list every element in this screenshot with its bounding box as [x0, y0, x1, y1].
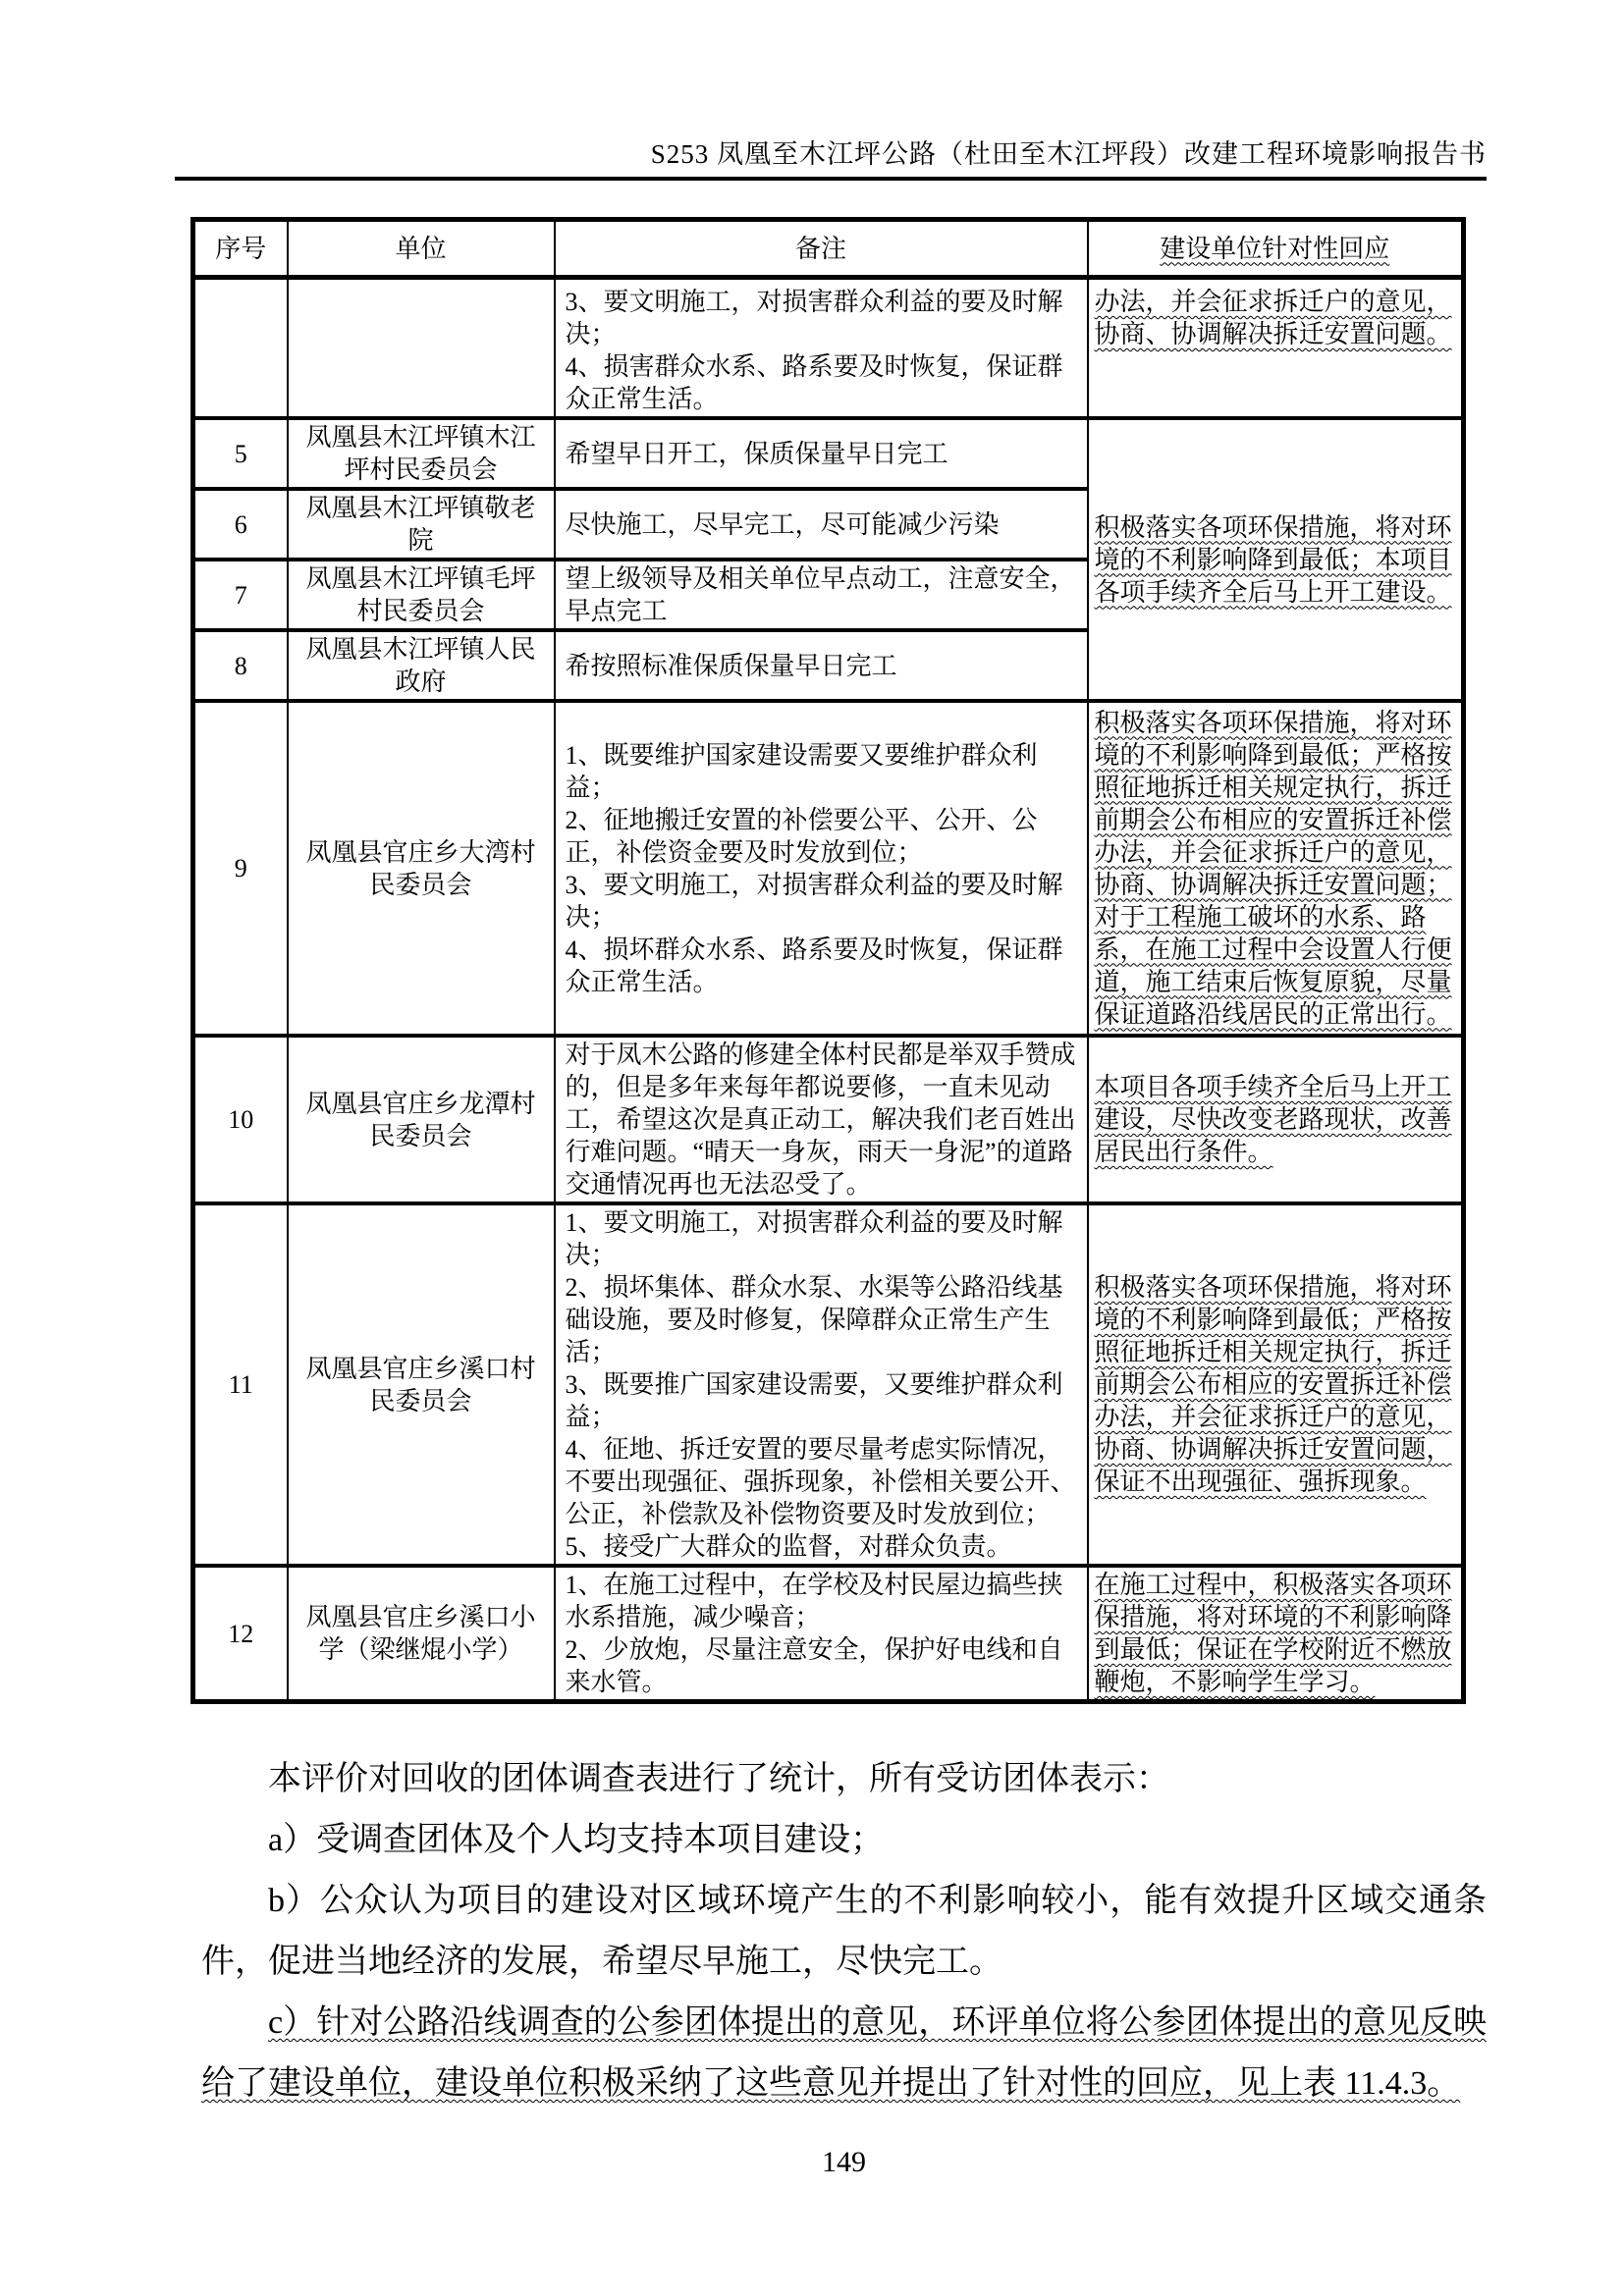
col-header-unit: 单位 — [288, 220, 555, 278]
col-header-response-label: 建设单位针对性回应 — [1160, 234, 1390, 263]
unit-cell: 凤凰县官庄乡大湾村民委员会 — [288, 701, 555, 1036]
response-text: 办法，并会征求拆迁户的意见，协商、协调解决拆迁安置问题。 — [1094, 288, 1452, 348]
body-text-block — [201, 1749, 1487, 2114]
unit-cell — [288, 278, 555, 419]
paragraph-c-text: c）针对公路沿线调查的公参团体提出的意见，环评单位将公参团体提出的意见反映给了建设单位，建设单位积极采纳了这些意见并提出了针对性的回应，见上表 11.4.3。 — [201, 2004, 1487, 2102]
response-cell — [1088, 1203, 1464, 1566]
paragraph-b: b）公众认为项目的建设对区域环境产生的不利影响较小，能有效提升区域交通条件，促进当地经济的发展，希望尽早施工，尽快完工。 — [201, 1883, 1487, 1980]
unit-cell: 凤凰县木江坪镇毛坪村民委员会 — [288, 560, 555, 630]
unit-cell: 凤凰县木江坪镇木江坪村民委员会 — [288, 418, 555, 489]
remark-item: 1、要文明施工，对损害群众利益的要及时解决； — [565, 1208, 1063, 1269]
response-cell — [1088, 278, 1464, 419]
unit-cell: 凤凰县官庄乡龙潭村民委员会 — [288, 1036, 555, 1203]
row-index-cell: 5 — [193, 418, 288, 489]
remark-cell — [555, 1203, 1088, 1566]
remark-cell — [555, 1566, 1088, 1702]
table-row-5 — [193, 418, 1464, 489]
unit-cell: 凤凰县木江坪镇人民政府 — [288, 630, 555, 701]
row-index-cell: 9 — [193, 701, 288, 1036]
response-cell — [1088, 1036, 1464, 1203]
remark-item: 2、征地搬迁安置的补偿要公平、公开、公正，补偿资金要及时发放到位； — [565, 805, 1038, 867]
row-index-cell: 7 — [193, 560, 288, 630]
row-index-cell: 11 — [193, 1203, 288, 1566]
unit-cell: 凤凰县官庄乡溪口村民委员会 — [288, 1203, 555, 1566]
page-number: 149 — [822, 2146, 866, 2178]
table-row-12 — [193, 1566, 1464, 1702]
remark-item: 2、少放炮，尽量注意安全，保护好电线和自来水管。 — [565, 1635, 1063, 1696]
row-index-cell — [193, 278, 288, 419]
response-cell — [1088, 1566, 1464, 1702]
remark-item: 2、损坏集体、群众水泵、水渠等公路沿线基础设施，要及时修复，保障群众正常生产生活； — [565, 1273, 1063, 1366]
remark-cell — [555, 701, 1088, 1036]
response-text: 在施工过程中，积极落实各项环保措施，将对环境的不利影响降到最低；保证在学校附近不燃放鞭炮，不影响学生学习。 — [1094, 1571, 1452, 1696]
col-header-remark: 备注 — [555, 220, 1088, 278]
col-header-index: 序号 — [193, 220, 288, 278]
row-index-cell: 12 — [193, 1566, 288, 1702]
remark-item: 1、既要维护国家建设需要又要维护群众利益； — [565, 740, 1038, 802]
table-row-continuation — [193, 278, 1464, 419]
remark-cell: 希按照标准保质保量早日完工 — [555, 630, 1088, 701]
paragraph-c — [201, 1993, 1487, 2114]
remark-item: 3、要文明施工，对损害群众利益的要及时解决； — [565, 870, 1063, 932]
response-text: 积极落实各项环保措施，将对环境的不利影响降到最低；严格按照征地拆迁相关规定执行，拆迁前期会公布相应的安置拆迁补偿办法，并会征求拆迁户的意见，协商、协调解决拆迁安置问题；对于工程施工破坏的水系、路系，在施工过程中会设置人行便道，施工结束后恢复原貌，尽量保证道路沿线居民的正常出行。 — [1094, 708, 1452, 1029]
row-index-cell: 6 — [193, 489, 288, 560]
remark-item: 4、损害群众水系、路系要及时恢复，保证群众正常生活。 — [565, 352, 1063, 413]
public-opinion-response-table — [190, 217, 1466, 1704]
unit-cell: 凤凰县官庄乡溪口小学（梁继焜小学） — [288, 1566, 555, 1702]
paragraph-intro: 本评价对回收的团体调查表进行了统计，所有受访团体表示： — [268, 1761, 1169, 1797]
unit-cell: 凤凰县木江坪镇敬老院 — [288, 489, 555, 560]
response-text: 本项目各项手续齐全后马上开工建设，尽快改变老路现状，改善居民出行条件。 — [1094, 1073, 1452, 1166]
remark-cell: 希望早日开工，保质保量早日完工 — [555, 418, 1088, 489]
remark-item: 3、要文明施工，对损害群众利益的要及时解决； — [565, 288, 1063, 348]
response-cell — [1088, 701, 1464, 1036]
table-header-row — [193, 220, 1464, 278]
remark-cell: 尽快施工，尽早完工，尽可能减少污染 — [555, 489, 1088, 560]
remark-cell: 望上级领导及相关单位早点动工，注意安全，早点完工 — [555, 560, 1088, 630]
remark-item: 1、在施工过程中，在学校及村民屋边搞些挟水系措施，减少噪音； — [565, 1571, 1063, 1631]
remark-item: 4、征地、拆迁安置的要尽量考虑实际情况，不要出现强征、强拆现象，补偿相关要公开、公正，补偿款及补偿物资要及时发放到位； — [565, 1435, 1076, 1528]
response-text: 积极落实各项环保措施，将对环境的不利影响降到最低；严格按照征地拆迁相关规定执行，拆迁前期会公布相应的安置拆迁补偿办法，并会征求拆迁户的意见，协商、协调解决拆迁安置问题，保证不出现强征、强拆现象。 — [1094, 1273, 1452, 1496]
response-cell-merged — [1088, 418, 1464, 701]
header-rule — [175, 177, 1487, 181]
remark-item: 3、既要推广国家建设需要，又要维护群众利益； — [565, 1370, 1063, 1431]
remark-cell — [555, 278, 1088, 419]
response-text: 积极落实各项环保措施，将对环境的不利影响降到最低；本项目各项手续齐全后马上开工建设。 — [1094, 512, 1452, 607]
row-index-cell: 10 — [193, 1036, 288, 1203]
table-row-9 — [193, 701, 1464, 1036]
remark-item: 4、损坏群众水系、路系要及时恢复，保证群众正常生活。 — [565, 934, 1063, 996]
remark-cell: 对于凤木公路的修建全体村民都是举双手赞成的，但是多年来每年都说要修，一直未见动工，希望这次是真正动工，解决我们老百姓出行难问题。“晴天一身灰，雨天一身泥”的道路交通情况再也无法忍受了。 — [555, 1036, 1088, 1203]
table-row-11 — [193, 1203, 1464, 1566]
paragraph-a: a）受调查团体及个人均支持本项目建设； — [268, 1822, 885, 1858]
table-row-10 — [193, 1036, 1464, 1203]
row-index-cell: 8 — [193, 630, 288, 701]
remark-item: 5、接受广大群众的监督，对群众负责。 — [565, 1532, 1012, 1561]
col-header-response — [1088, 220, 1464, 278]
running-header-title: S253 凤凰至木江坪公路（杜田至木江坪段）改建工程环境影响报告书 — [650, 139, 1487, 169]
